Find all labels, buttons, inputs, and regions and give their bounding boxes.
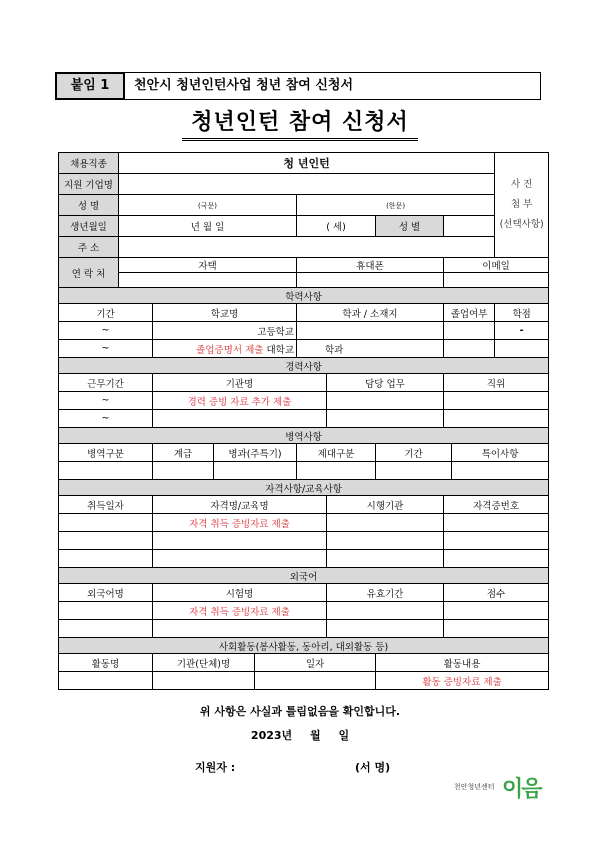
soc-header-content: 활동내용: [376, 654, 549, 672]
soc-row1-date[interactable]: [255, 672, 376, 690]
birth-field[interactable]: 년 월 일: [119, 216, 297, 237]
lic-row2-issuer[interactable]: [327, 532, 444, 550]
career-row2-position[interactable]: [444, 410, 549, 428]
mil-header-discharge: 제대구분: [297, 444, 376, 462]
lic-row3-number[interactable]: [444, 550, 549, 568]
address-field[interactable]: [119, 237, 495, 258]
lic-row2-date[interactable]: [59, 532, 153, 550]
soc-row1-content[interactable]: 활동 증빙자료 제출: [376, 672, 549, 690]
lang-row1-language[interactable]: [59, 602, 153, 620]
career-row1-org[interactable]: 경력 증빙 자료 추가 제출: [153, 392, 327, 410]
birth-label: 생년월일: [59, 216, 119, 237]
gender-label: 성 별: [376, 216, 444, 237]
lang-row2-validity[interactable]: [327, 620, 444, 638]
career-header-period: 근무기간: [59, 374, 153, 392]
soc-header-date: 일자: [255, 654, 376, 672]
mil-rank-field[interactable]: [153, 462, 214, 480]
page-title: 청년인턴 참여 신청서: [191, 110, 409, 135]
home-phone-field[interactable]: [119, 273, 297, 288]
lic-row1-issuer[interactable]: [327, 514, 444, 532]
title-underline: [182, 138, 418, 141]
career-section: 경력사항: [59, 358, 549, 374]
lic-row1-date[interactable]: [59, 514, 153, 532]
applicant-label: 지원자 :: [195, 761, 236, 774]
edu-row1-major[interactable]: [297, 322, 444, 340]
career-header-org: 기관명: [153, 374, 327, 392]
lic-header-number: 자격증번호: [444, 496, 549, 514]
mil-header-type: 병역구분: [59, 444, 153, 462]
lic-row3-date[interactable]: [59, 550, 153, 568]
edu-row1-graduation[interactable]: [444, 322, 495, 340]
mil-header-notes: 특이사항: [452, 444, 549, 462]
edu-row2-graduation[interactable]: [444, 340, 495, 358]
education-section: 학력사항: [59, 288, 549, 304]
mobile-field[interactable]: [297, 273, 444, 288]
social-section: 사회활동(봉사활동, 동아리, 대외활동 등): [59, 638, 549, 654]
soc-row1-org[interactable]: [153, 672, 255, 690]
contact-label: 연 락 처: [59, 258, 119, 288]
name-label: 성 명: [59, 195, 119, 216]
language-section: 외국어: [59, 568, 549, 584]
career-row2-duty[interactable]: [327, 410, 444, 428]
edu-header-period: 기간: [59, 304, 153, 322]
career-row2-org[interactable]: [153, 410, 327, 428]
email-field[interactable]: [444, 273, 549, 288]
company-label: 지원 기업명: [59, 174, 119, 195]
mil-discharge-field[interactable]: [297, 462, 376, 480]
mil-type-field[interactable]: [59, 462, 153, 480]
soc-row1-activity[interactable]: [59, 672, 153, 690]
edu-row1-school[interactable]: 고등학교: [153, 322, 297, 340]
company-field[interactable]: [119, 174, 495, 195]
mil-branch-field[interactable]: [214, 462, 297, 480]
lang-row2-test[interactable]: [153, 620, 327, 638]
lic-row1-number[interactable]: [444, 514, 549, 532]
edu-row1-gpa[interactable]: -: [495, 322, 549, 340]
lic-header-name: 자격명/교육명: [153, 496, 327, 514]
edu-row2-gpa[interactable]: [495, 340, 549, 358]
lang-row2-score[interactable]: [444, 620, 549, 638]
header-title: 천안시 청년인턴사업 청년 참여 신청서: [134, 78, 354, 93]
address-label: 주 소: [59, 237, 119, 258]
soc-header-activity: 활동명: [59, 654, 153, 672]
edu-row2-major[interactable]: 학과: [297, 340, 444, 358]
lang-header-score: 점수: [444, 584, 549, 602]
career-row1-position[interactable]: [444, 392, 549, 410]
lic-row3-issuer[interactable]: [327, 550, 444, 568]
license-section: 자격사항/교육사항: [59, 480, 549, 496]
edu-row2-school[interactable]: 졸업증명서 제출 대학교: [153, 340, 297, 358]
age-field[interactable]: ( 세): [297, 216, 376, 237]
lang-header-test: 시험명: [153, 584, 327, 602]
attachment-badge: 붙임 1: [55, 72, 125, 100]
edu-header-major: 학과 / 소재지: [297, 304, 444, 322]
lic-row2-number[interactable]: [444, 532, 549, 550]
career-row1-period[interactable]: ~: [59, 392, 153, 410]
name-korean-field[interactable]: (국문): [119, 195, 297, 216]
lang-row1-score[interactable]: [444, 602, 549, 620]
gender-field[interactable]: [444, 216, 495, 237]
date-line[interactable]: 2023년 월 일: [250, 729, 350, 742]
mil-header-period: 기간: [376, 444, 452, 462]
lang-row1-validity[interactable]: [327, 602, 444, 620]
lic-row3-name[interactable]: [153, 550, 327, 568]
career-row2-period[interactable]: ~: [59, 410, 153, 428]
logo-small-text: 천안청년센터: [454, 783, 495, 791]
edu-row2-period[interactable]: ~: [59, 340, 153, 358]
lang-header-validity: 유효기간: [327, 584, 444, 602]
mil-notes-field[interactable]: [452, 462, 549, 480]
application-form: [58, 152, 549, 690]
lic-row1-name[interactable]: 자격 취득 증빙자료 제출: [153, 514, 327, 532]
edu-header-school: 학교명: [153, 304, 297, 322]
lic-header-issuer: 시행기관: [327, 496, 444, 514]
mil-header-branch: 병과(주특기): [214, 444, 297, 462]
confirmation-text: 위 사항은 사실과 틀림없음을 확인합니다.: [199, 705, 401, 718]
lic-row2-name[interactable]: [153, 532, 327, 550]
lang-header-language: 외국어명: [59, 584, 153, 602]
mil-period-field[interactable]: [376, 462, 452, 480]
name-hanja-field[interactable]: (한문): [297, 195, 495, 216]
lang-row2-language[interactable]: [59, 620, 153, 638]
email-header: 이메일: [444, 258, 549, 273]
edu-header-gpa: 학점: [495, 304, 549, 322]
edu-row1-period[interactable]: ~: [59, 322, 153, 340]
career-header-duty: 담당 업무: [327, 374, 444, 392]
mobile-header: 휴대폰: [297, 258, 444, 273]
photo-box[interactable]: 사 진 첨 부 (선택사항): [495, 153, 549, 258]
mil-header-rank: 계급: [153, 444, 214, 462]
military-section: 병역사항: [59, 428, 549, 444]
edu-header-graduation: 졸업여부: [444, 304, 495, 322]
home-phone-header: 자택: [119, 258, 297, 273]
career-header-position: 직위: [444, 374, 549, 392]
career-row1-duty[interactable]: [327, 392, 444, 410]
signature-label[interactable]: (서 명): [355, 761, 391, 774]
lic-header-date: 취득일자: [59, 496, 153, 514]
lang-row1-test[interactable]: 자격 취득 증빙자료 제출: [153, 602, 327, 620]
position-value[interactable]: 청 년인턴: [119, 153, 495, 174]
soc-header-org: 기관(단체)명: [153, 654, 255, 672]
position-label: 채용직종: [59, 153, 119, 174]
logo-big-text: 이음: [502, 777, 541, 802]
